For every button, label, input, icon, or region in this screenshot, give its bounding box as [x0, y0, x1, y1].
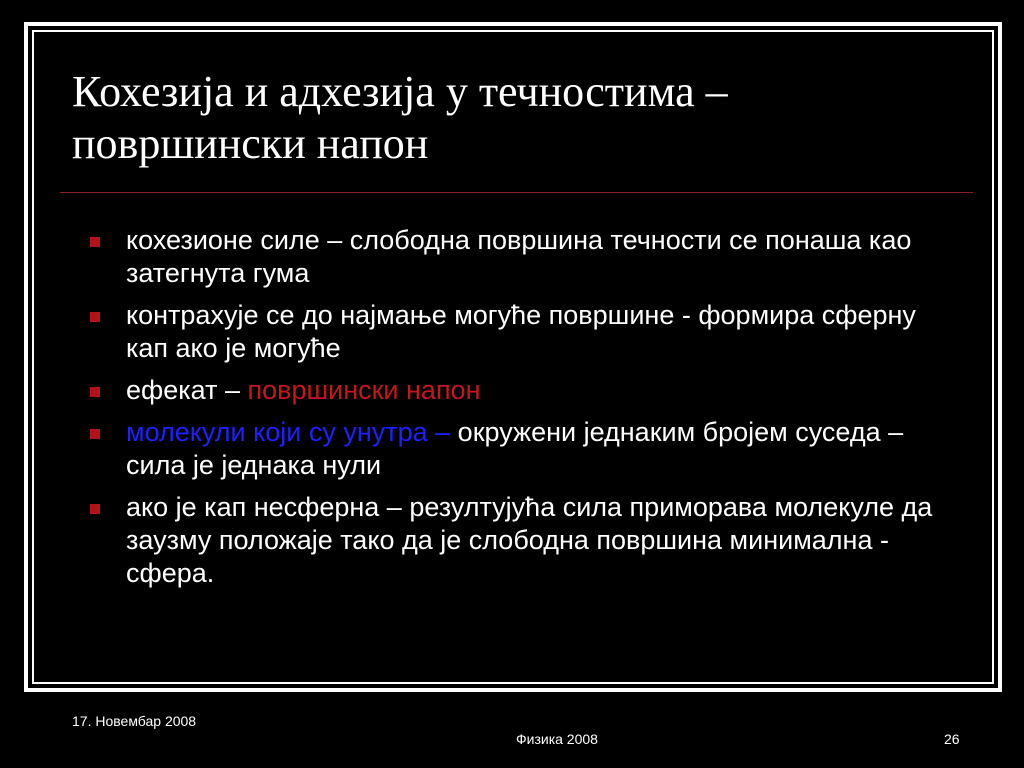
- bullet-prefix: ефекат –: [126, 375, 248, 405]
- bullet-item: [88, 224, 948, 290]
- bullet-item: [88, 491, 948, 590]
- square-bullet-icon: [90, 312, 100, 322]
- footer-title: Физика 2008: [516, 731, 598, 747]
- square-bullet-icon: [90, 387, 100, 397]
- bullet-item: [88, 416, 948, 482]
- title-line-1: Кохезија и адхезија у течностима –: [72, 67, 728, 116]
- bullet-text: ако је кап несферна – резултујућа сила приморава молекуле да заузму положаје тако да је слободна површина минимална - сфера.: [126, 492, 933, 588]
- footer-date: 17. Новембар 2008: [72, 713, 197, 729]
- slide-number: 26: [944, 731, 960, 747]
- square-bullet-icon: [90, 429, 100, 439]
- title-line-2: површински напон: [72, 119, 429, 168]
- bullet-list: [88, 224, 948, 599]
- square-bullet-icon: [90, 237, 100, 247]
- title-divider: [60, 192, 973, 193]
- bullet-item: [88, 299, 948, 365]
- bullet-item: [88, 374, 948, 407]
- bullet-text: контрахује се до најмање могуће површине - формира сферну кап ако је могуће: [126, 300, 916, 363]
- bullet-suffix: окружени једнаким бројем суседа – сила је једнака нули: [126, 417, 904, 480]
- slide-title: [72, 66, 972, 170]
- bullet-text: кохезионе силе – слободна површина течности се понаша као затегнута гума: [126, 225, 912, 288]
- bullet-highlight-blue: молекули који су унутра –: [126, 417, 458, 447]
- bullet-highlight-red: површински напон: [247, 375, 481, 405]
- square-bullet-icon: [90, 504, 100, 514]
